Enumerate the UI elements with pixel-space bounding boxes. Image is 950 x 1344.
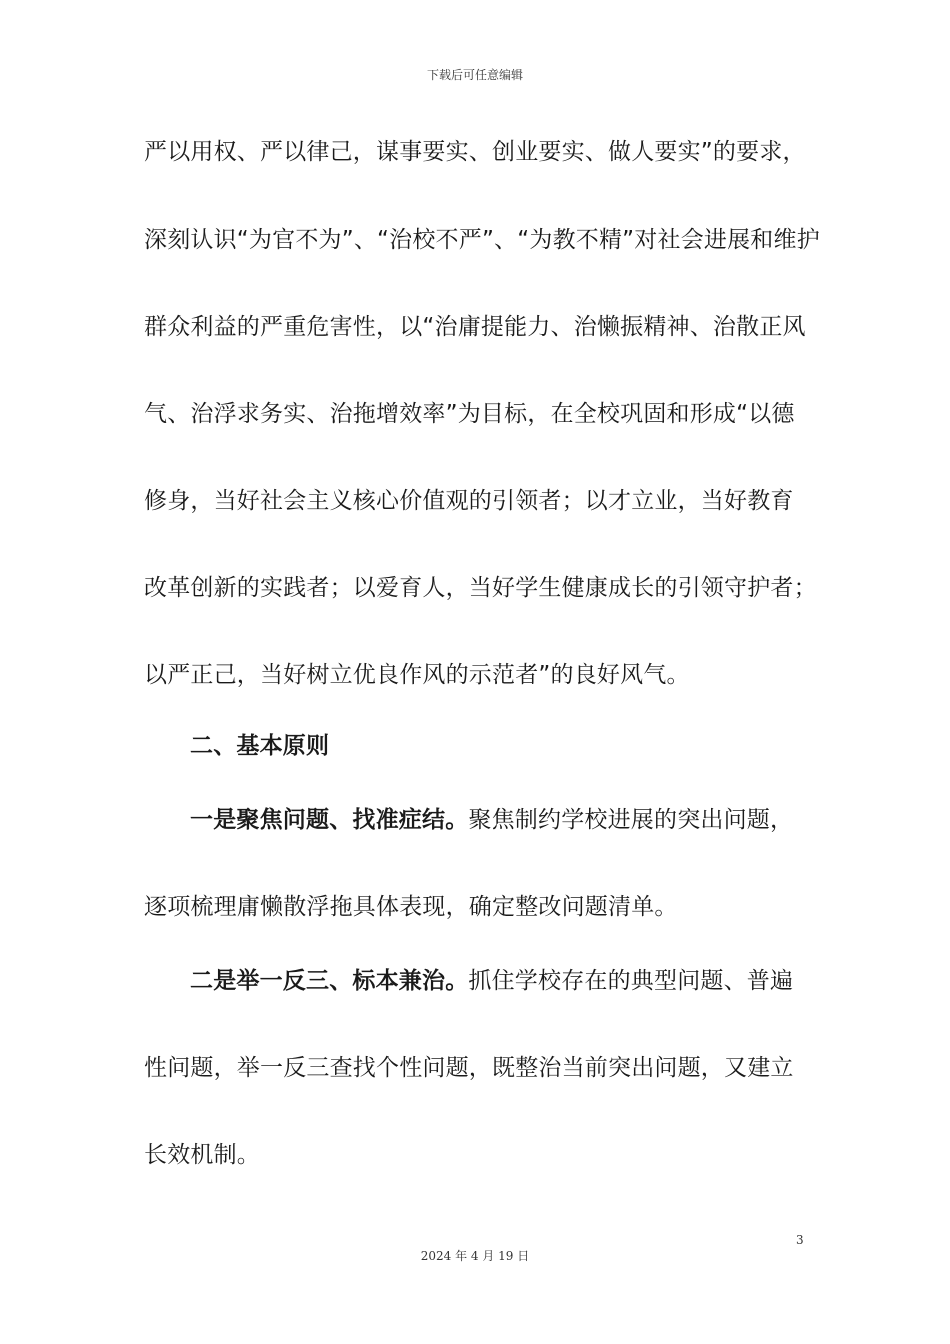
body-line-7: 以严正己，当好树立优良作风的示范者”的良好风气。 [144, 662, 690, 688]
body-line-4: 气、治浮求务实、治拖增效率”为目标，在全校巩固和形成“以德 [144, 401, 795, 427]
principle-1-title: 一是聚焦问题、找准症结。 [190, 807, 469, 833]
principle-2-title: 二是举一反三、标本兼治。 [190, 968, 469, 994]
body-line-3: 群众利益的严重危害性，以“治庸提能力、治懒振精神、治散正风 [144, 314, 806, 340]
principle-2-line-3: 长效机制。 [144, 1142, 260, 1168]
body-line-6: 改革创新的实践者；以爱育人，当好学生健康成长的引领守护者； [144, 575, 817, 601]
principle-1-line-2: 逐项梳理庸懒散浮拖具体表现，确定整改问题清单。 [144, 894, 678, 920]
page-header: 下载后可任意编辑 [426, 68, 523, 82]
principle-2-text: 抓住学校存在的典型问题、普遍 [468, 968, 794, 994]
body-line-2: 深刻认识“为官不为”、“治校不严”、“为教不精”对社会进展和维护 [144, 227, 820, 253]
principle-2-line-1 [190, 965, 824, 997]
principle-2-line-2: 性问题，举一反三查找个性问题，既整治当前突出问题，又建立 [144, 1055, 794, 1081]
principle-1-line-1 [190, 804, 824, 836]
body-line-1: 严以用权、严以律己，谋事要实、创业要实、做人要实”的要求， [144, 139, 806, 165]
body-line-5: 修身，当好社会主义核心价值观的引领者；以才立业，当好教育 [144, 488, 794, 514]
principle-1-text: 聚焦制约学校进展的突出问题， [468, 807, 794, 833]
section-heading: 二、基本原则 [190, 733, 330, 759]
page-number: 3 [796, 1233, 804, 1247]
footer-date: 2024 年 4 月 19 日 [420, 1249, 530, 1263]
